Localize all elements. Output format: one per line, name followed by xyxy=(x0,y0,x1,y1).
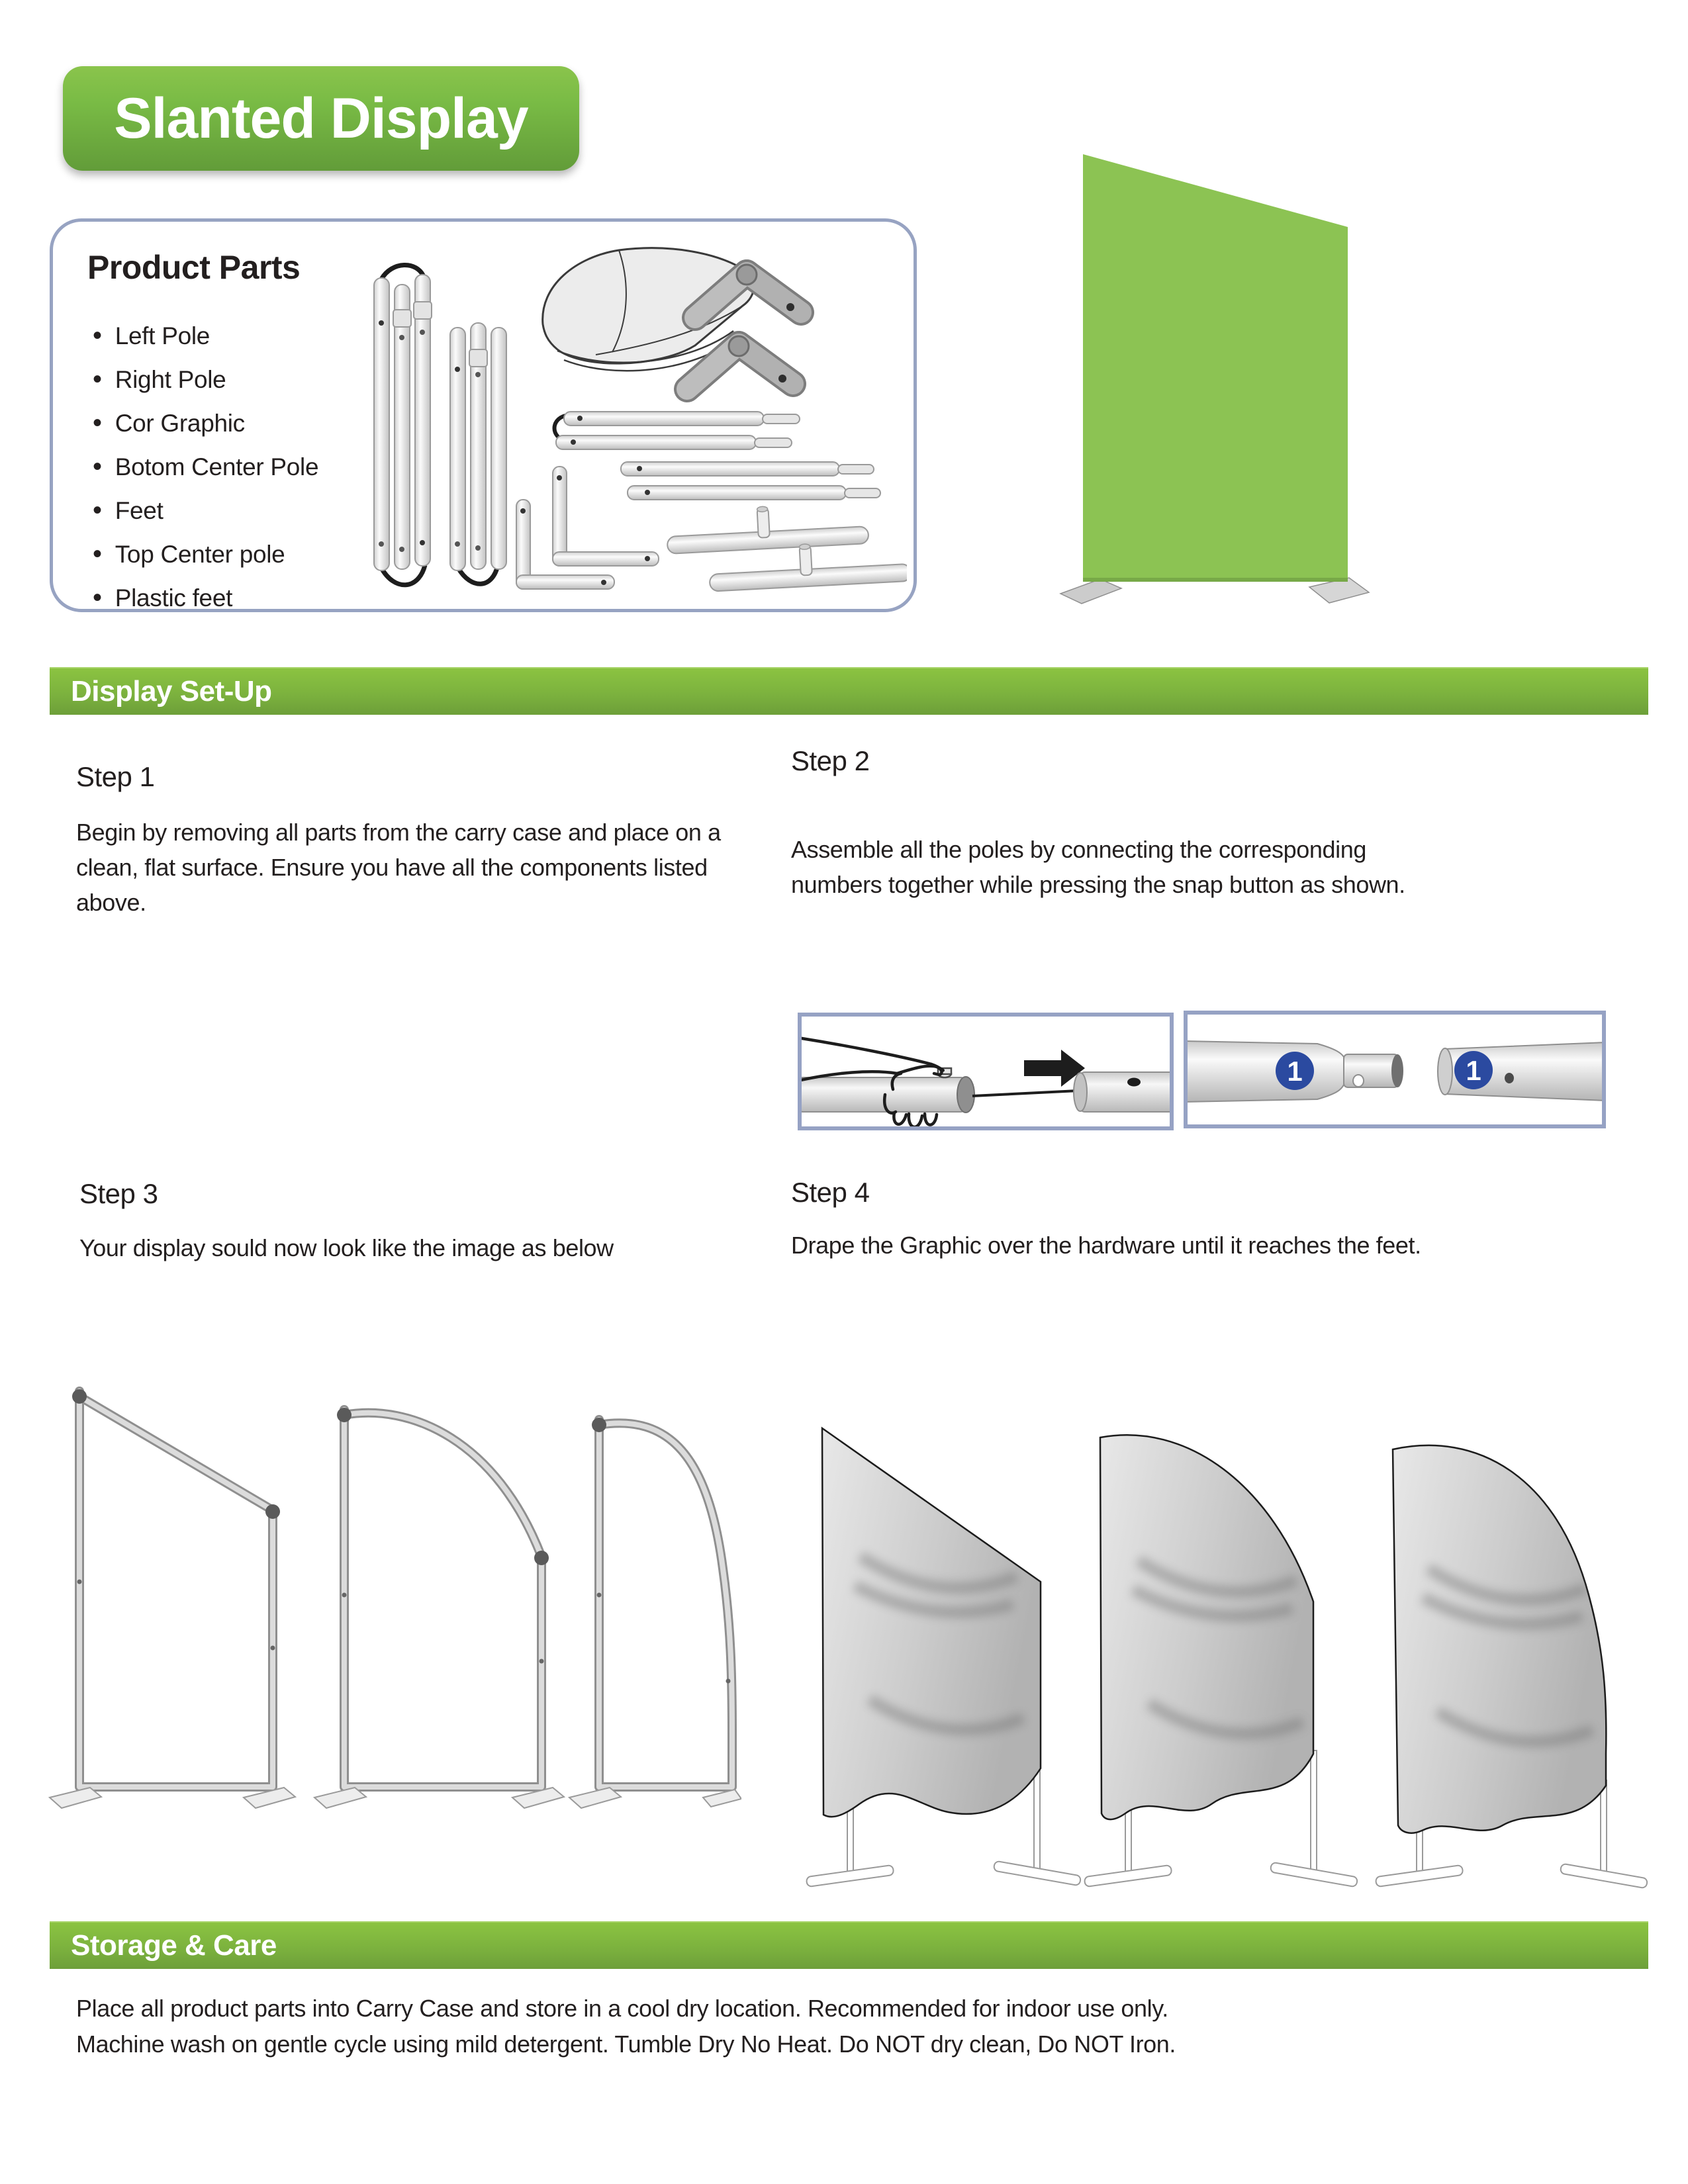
receiving-pole xyxy=(1074,1072,1170,1112)
title-banner xyxy=(63,66,579,171)
parts-list-item: • Botom Center Pole xyxy=(93,452,318,482)
step1-label: Step 1 xyxy=(76,761,155,792)
folded-poles-bundle-1 xyxy=(374,265,432,584)
pole-number-text: 1 xyxy=(1466,1055,1481,1086)
frame-deep-curved xyxy=(569,1418,741,1808)
storage-care-line: Place all product parts into Carry Case and store in a cool dry location. Recommended for indoor use only. xyxy=(76,1995,1168,2022)
pole-number-text: 1 xyxy=(1287,1056,1303,1087)
t-shaped-bases xyxy=(666,501,907,592)
step2-text: Assemble all the poles by connecting the corresponding numbers together while pressing the snap button as shown. xyxy=(791,836,1405,898)
parts-list-item: • Cor Graphic xyxy=(93,408,318,438)
parts-list-item: • Top Center pole xyxy=(93,539,318,569)
numbered-pole-right xyxy=(1438,1042,1602,1101)
numbered-pole-left xyxy=(1188,1041,1403,1102)
parts-list-item: • Right Pole xyxy=(93,365,318,394)
storage-care-text xyxy=(76,1991,1176,2062)
frame-slanted xyxy=(50,1389,295,1808)
panel-bottom-edge xyxy=(1083,578,1348,582)
step4-label: Step 4 xyxy=(791,1177,870,1208)
parts-list-item: • Feet xyxy=(93,496,318,525)
step3-label: Step 3 xyxy=(79,1178,158,1209)
snap-pin-line xyxy=(972,1091,1078,1096)
parts-list-item: • Left Pole xyxy=(93,321,318,351)
folded-poles-bundle-2 xyxy=(450,323,506,584)
draped-display-curved xyxy=(1084,1435,1358,1887)
press-snap-button-illustration xyxy=(802,1017,1170,1126)
horizontal-poles-lower xyxy=(621,462,880,500)
green-graphic-panel xyxy=(1083,154,1348,580)
slanted-display-product-image xyxy=(1059,142,1370,606)
corner-connector xyxy=(687,336,793,389)
step3-text: Your display sould now look like the image as below xyxy=(79,1234,614,1261)
display-setup-banner xyxy=(50,667,1648,715)
draped-displays-illustration xyxy=(781,1383,1648,1893)
product-parts-heading: Product Parts xyxy=(87,249,301,286)
draped-display-slanted xyxy=(806,1428,1082,1887)
display-setup-title: Display Set-Up xyxy=(71,675,272,707)
step4-text: Drape the Graphic over the hardware until it reaches the feet. xyxy=(791,1232,1421,1259)
step2-label: Step 2 xyxy=(791,745,870,776)
page-title: Slanted Display xyxy=(114,86,528,150)
horizontal-poles-upper xyxy=(555,412,800,449)
frame-curved xyxy=(314,1408,564,1808)
snap-button-illustration-box xyxy=(798,1013,1174,1130)
product-parts-box xyxy=(50,218,917,612)
assembled-frames-illustration xyxy=(40,1363,741,1846)
storage-care-line: Machine wash on gentle cycle using mild detergent. Tumble Dry No Heat. Do NOT dry clean, Do NOT Iron. xyxy=(76,2030,1176,2058)
product-parts-list xyxy=(93,321,318,627)
draped-display-deep-curved xyxy=(1376,1445,1648,1888)
storage-care-title: Storage & Care xyxy=(71,1929,277,1962)
pole-connection-illustration-box xyxy=(1184,1011,1606,1128)
parts-list-item: • Plastic feet xyxy=(93,583,318,613)
display-foot xyxy=(1060,579,1121,604)
storage-care-banner xyxy=(50,1921,1648,1969)
numbered-pole-connection-illustration xyxy=(1188,1015,1602,1124)
step1-text: Begin by removing all parts from the carry case and place on a clean, flat surface. Ensure you have all the components listed above. xyxy=(76,819,721,916)
l-shaped-feet xyxy=(516,467,659,589)
product-parts-illustration xyxy=(318,238,907,599)
